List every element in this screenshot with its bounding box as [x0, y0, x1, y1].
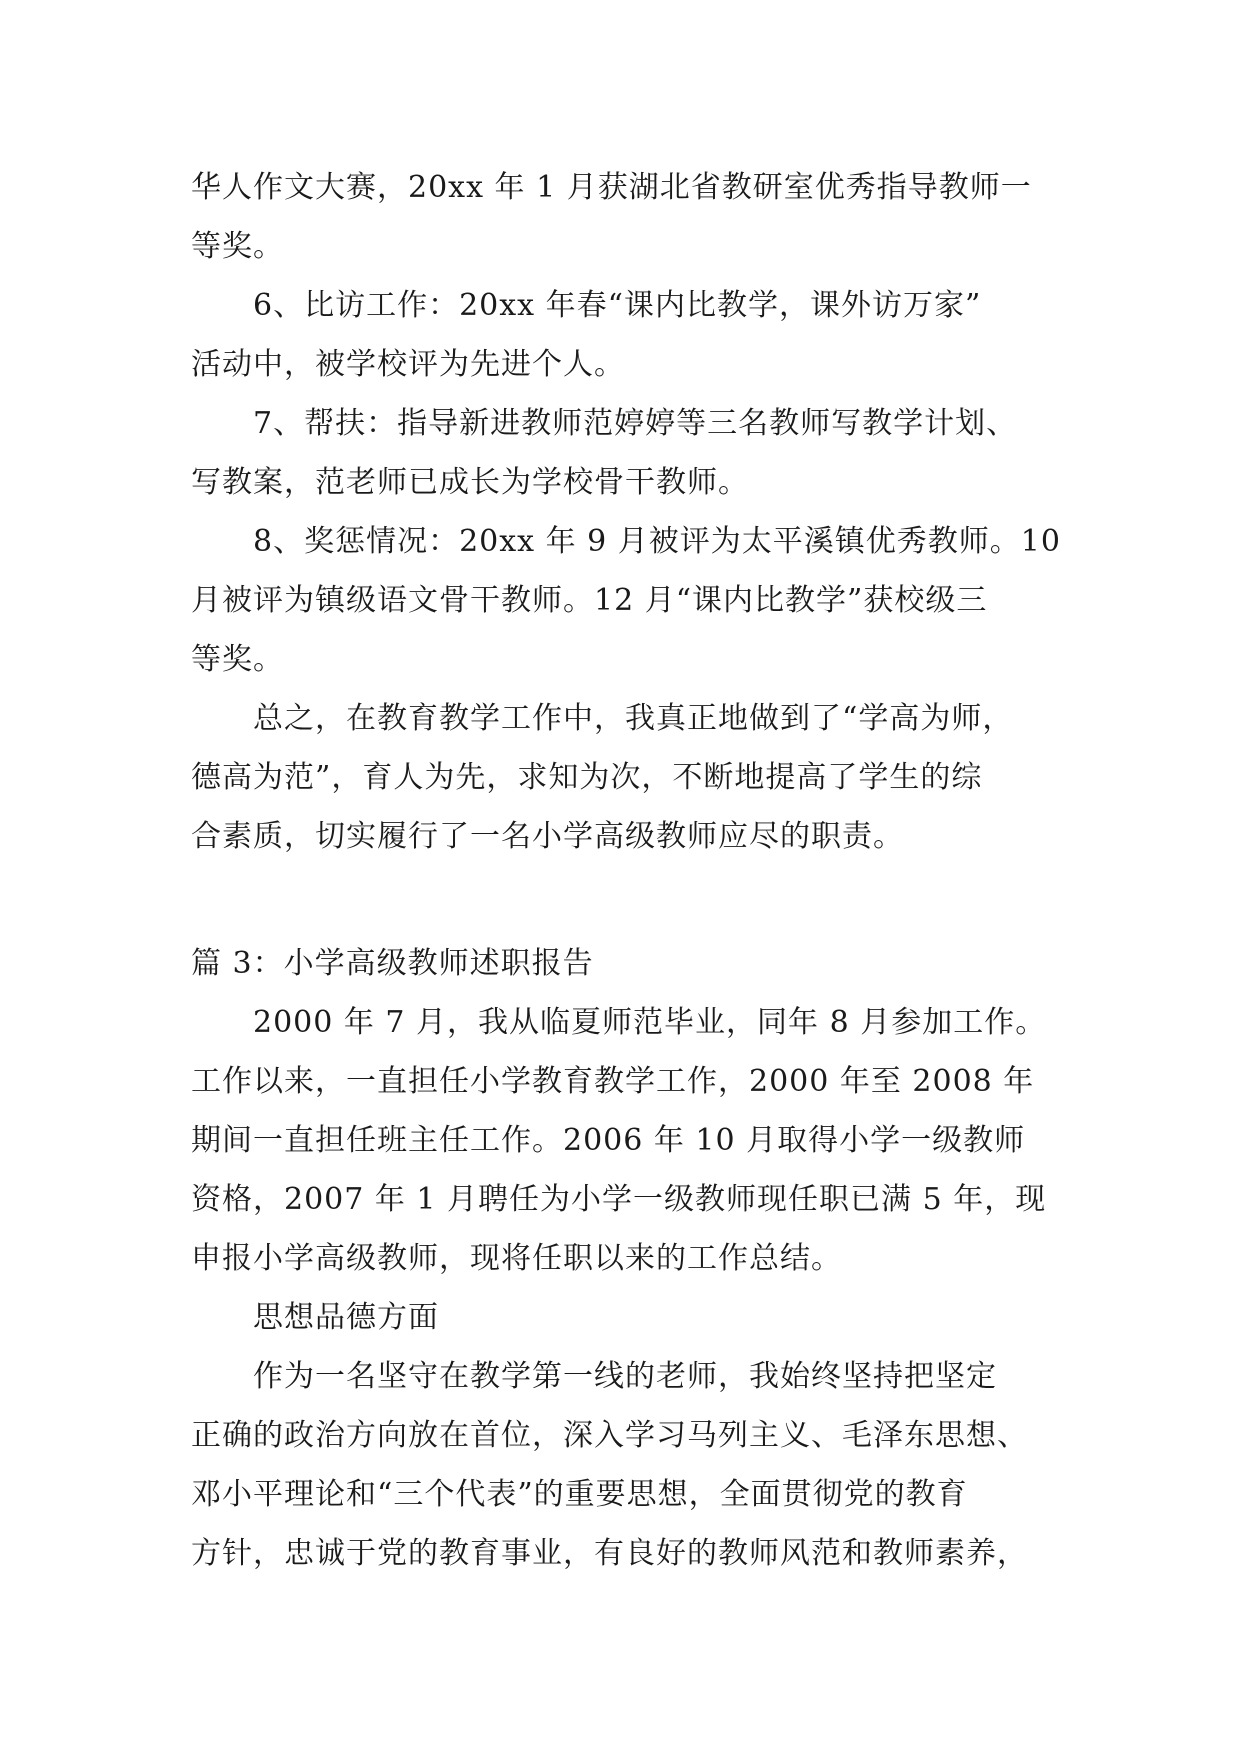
intro-paragraph-line: 2000 年 7 月，我从临夏师范毕业，同年 8 月参加工作。: [253, 1005, 1047, 1040]
summary-line: 合素质，切实履行了一名小学高级教师应尽的职责。: [191, 819, 904, 854]
section-gap: [191, 866, 1071, 934]
body-paragraph-line: 方针，忠诚于党的教育事业，有良好的教师风范和教师素养，: [191, 1536, 1028, 1571]
intro-paragraph-line: 申报小学高级教师，现将任职以来的工作总结。: [191, 1241, 842, 1276]
text-line: 华人作文大赛，20xx 年 1 月获湖北省教研室优秀指导教师一: [191, 170, 1032, 205]
body-paragraph-line: 正确的政治方向放在首位，深入学习马列主义、毛泽东思想、: [191, 1418, 1028, 1453]
item-8-line: 月被评为镇级语文骨干教师。12 月“课内比教学”获校级三: [191, 583, 988, 618]
summary-line: 德高为范”，育人为先，求知为次，不断地提高了学生的综: [191, 760, 983, 795]
body-paragraph-line: 作为一名坚守在教学第一线的老师，我始终坚持把坚定: [253, 1359, 997, 1394]
text-line: 等奖。: [191, 229, 284, 264]
intro-paragraph-line: 工作以来，一直担任小学教育教学工作，2000 年至 2008 年: [191, 1064, 1035, 1099]
section-title: 篇 3：小学高级教师述职报告: [191, 946, 594, 981]
summary-line: 总之，在教育教学工作中，我真正地做到了“学高为师，: [253, 701, 1014, 736]
item-8-line: 8、奖惩情况：20xx 年 9 月被评为太平溪镇优秀教师。10: [253, 524, 1061, 559]
item-8-line: 等奖。: [191, 642, 284, 677]
body-paragraph-line: 邓小平理论和“三个代表”的重要思想，全面贯彻党的教育: [191, 1477, 968, 1512]
intro-paragraph-line: 期间一直担任班主任工作。2006 年 10 月取得小学一级教师: [191, 1123, 1026, 1158]
subheading: 思想品德方面: [253, 1300, 439, 1335]
document-page: [191, 158, 1071, 1583]
item-7-line: 写教案，范老师已成长为学校骨干教师。: [191, 465, 749, 500]
item-6-line: 6、比访工作：20xx 年春“课内比教学，课外访万家”: [253, 288, 982, 323]
intro-paragraph-line: 资格，2007 年 1 月聘任为小学一级教师现任职已满 5 年，现: [191, 1182, 1047, 1217]
item-6-line: 活动中，被学校评为先进个人。: [191, 347, 625, 382]
item-7-line: 7、帮扶：指导新进教师范婷婷等三名教师写教学计划、: [253, 406, 1018, 441]
